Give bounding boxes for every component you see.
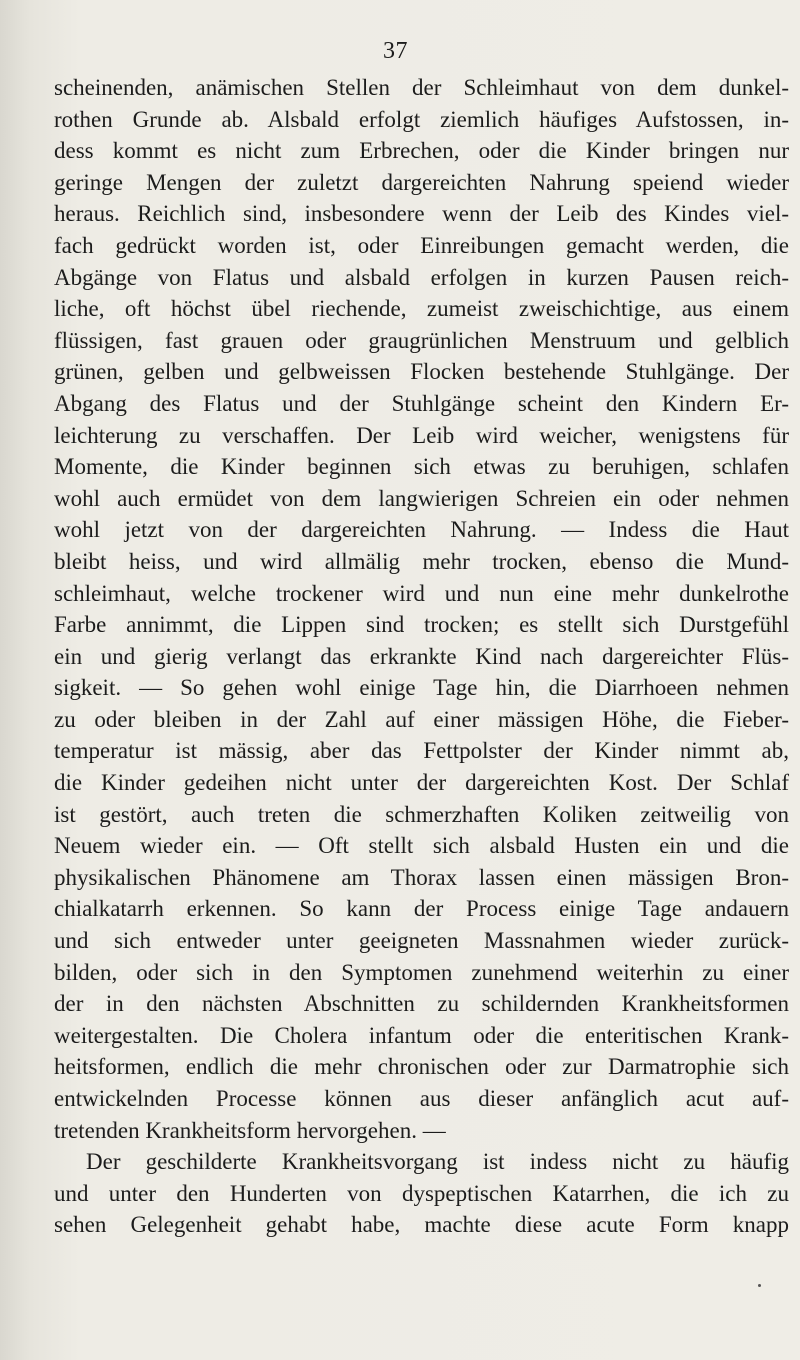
text-line: temperatur ist mässig, aber das Fettpolster der Kinder nimmt ab,: [54, 738, 789, 764]
text-line: wohl jetzt von der dargereichten Nahrung. — Indess die Haut: [54, 517, 789, 543]
text-line: Momente, die Kinder beginnen sich etwas zu beruhigen, schlafen: [54, 454, 789, 480]
text-line: ist gestört, auch treten die schmerzhaften Koliken zeitweilig von: [54, 801, 789, 827]
text-line: leichterung zu verschaffen. Der Leib wird weicher, wenigstens für: [54, 422, 789, 448]
text-line: geringe Mengen der zuletzt dargereichten Nahrung speiend wieder: [54, 169, 789, 195]
text-line: bleibt heiss, und wird allmälig mehr trocken, ebenso die Mund-: [54, 548, 789, 574]
text-line: sehen Gelegenheit gehabt habe, machte diese acute Form knapp: [54, 1212, 789, 1238]
text-line: rothen Grunde ab. Alsbald erfolgt ziemlich häufiges Aufstossen, in-: [54, 106, 789, 132]
text-line: liche, oft höchst übel riechende, zumeist zweischichtige, aus einem: [54, 296, 789, 322]
text-line: dess kommt es nicht zum Erbrechen, oder die Kinder bringen nur: [54, 138, 789, 164]
text-line: flüssigen, fast grauen oder graugrünlichen Menstruum und gelblich: [54, 327, 789, 353]
text-line: Der geschilderte Krankheitsvorgang ist indess nicht zu häufig: [86, 1149, 789, 1175]
text-line: schleimhaut, welche trockener wird und nun eine mehr dunkelrothe: [54, 580, 789, 606]
text-line: Abgänge von Flatus und alsbald erfolgen in kurzen Pausen reich-: [54, 264, 789, 290]
text-line: wohl auch ermüdet von dem langwierigen Schreien ein oder nehmen: [54, 485, 789, 511]
text-line: physikalischen Phänomene am Thorax lassen einen mässigen Bron-: [54, 864, 789, 890]
text-line: ein und gierig verlangt das erkrankte Kind nach dargereichter Flüs-: [54, 643, 789, 669]
text-line: weitergestalten. Die Cholera infantum oder die enteritischen Krank-: [54, 1022, 789, 1048]
text-line: heitsformen, endlich die mehr chronischen oder zur Darmatrophie sich: [54, 1054, 789, 1080]
text-line: der in den nächsten Abschnitten zu schildernden Krankheitsformen: [54, 991, 789, 1017]
text-line: Neuem wieder ein. — Oft stellt sich alsbald Husten ein und die: [54, 833, 789, 859]
text-line: entwickelnden Processe können aus dieser anfänglich acut auf-: [54, 1086, 789, 1111]
text-line: chialkatarrh erkennen. So kann der Process einige Tage andauern: [54, 896, 789, 922]
text-line: sigkeit. — So gehen wohl einige Tage hin, die Diarrhoeen nehmen: [54, 675, 789, 701]
text-line: fach gedrückt worden ist, oder Einreibungen gemacht werden, die: [54, 232, 789, 258]
text-line: scheinenden, anämischen Stellen der Schleimhaut von dem dunkel-: [54, 75, 789, 100]
text-line: die Kinder gedeihen nicht unter der dargereichten Kost. Der Schlaf: [54, 770, 789, 796]
text-line: tretenden Krankheitsform hervorgehen. —: [54, 1117, 446, 1143]
print-speck: [758, 1284, 761, 1287]
page-number: 37: [383, 38, 408, 64]
text-line: zu oder bleiben in der Zahl auf einer mässigen Höhe, die Fieber-: [54, 706, 789, 732]
text-line: bilden, oder sich in den Symptomen zunehmend weiterhin zu einer: [54, 959, 789, 985]
body-text: [54, 72, 789, 1241]
text-line: Farbe annimmt, die Lippen sind trocken; es stellt sich Durstgefühl: [54, 612, 789, 638]
text-line: heraus. Reichlich sind, insbesondere wenn der Leib des Kindes viel-: [54, 201, 789, 227]
text-line: grünen, gelben und gelbweissen Flocken bestehende Stuhlgänge. Der: [54, 359, 789, 385]
text-line: und unter den Hunderten von dyspeptischen Katarrhen, die ich zu: [54, 1180, 789, 1206]
text-line: Abgang des Flatus und der Stuhlgänge scheint den Kindern Er-: [54, 390, 789, 416]
text-line: und sich entweder unter geeigneten Massnahmen wieder zurück-: [54, 928, 789, 954]
